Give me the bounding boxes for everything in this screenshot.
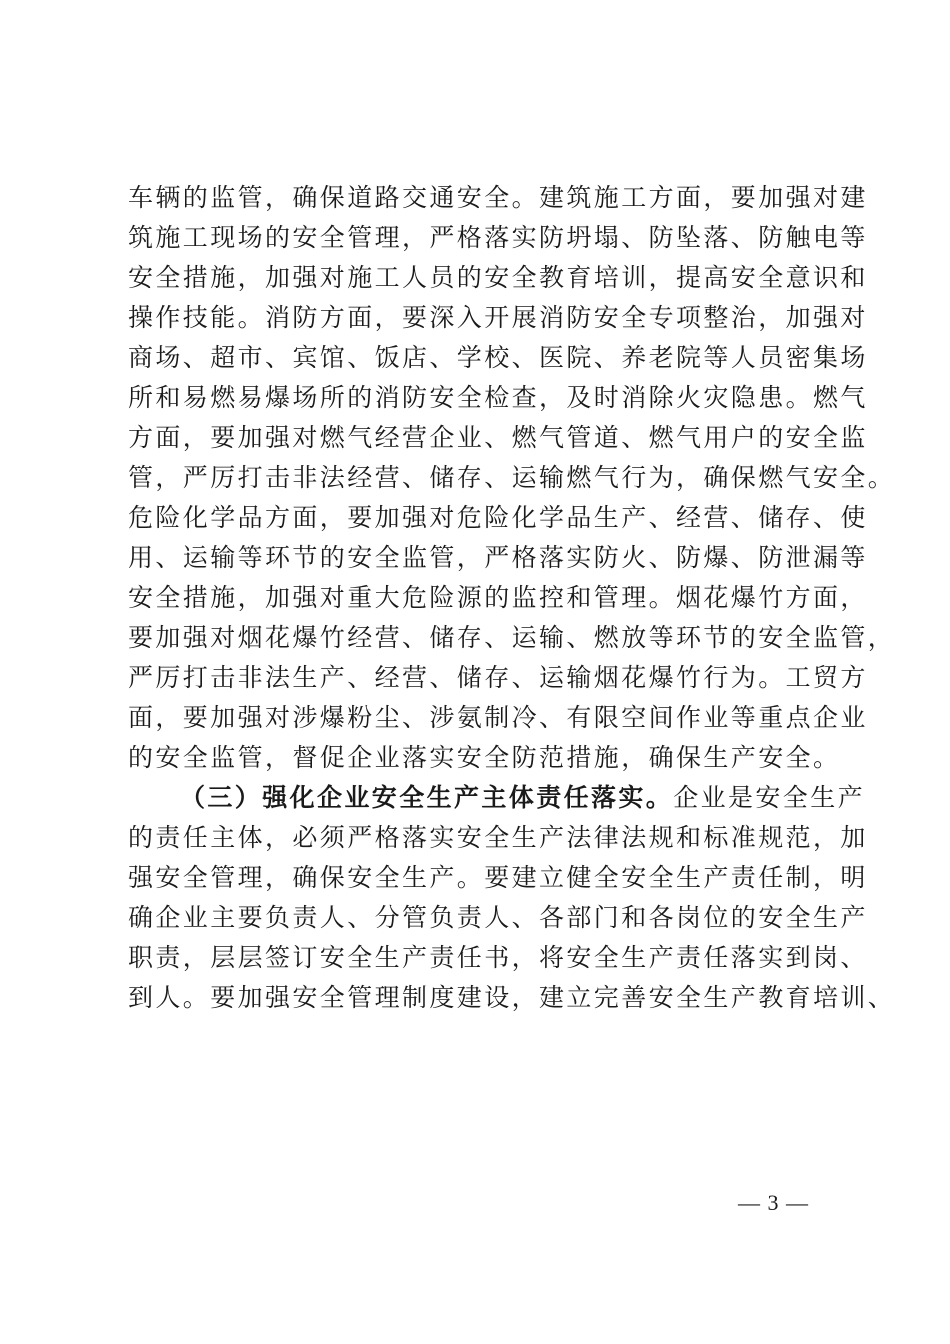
text-line-4: 操作技能。消防方面，要深入开展消防安全专项整治，加强对 <box>128 303 868 332</box>
text-line-3: 安全措施，加强对施工人员的安全教育培训，提高安全意识和 <box>128 263 868 292</box>
section-3-heading: （三）强化企业安全生产主体责任落实。 <box>180 783 674 812</box>
text-line-7: 方面，要加强对燃气经营企业、燃气管道、燃气用户的安全监 <box>128 423 868 452</box>
section-3-first-line <box>128 778 866 818</box>
body-text <box>128 178 896 1018</box>
section-3-line-4: 确企业主要负责人、分管负责人、各部门和各岗位的安全生产 <box>128 903 868 932</box>
text-line-10: 用、运输等环节的安全监管，严格落实防火、防爆、防泄漏等 <box>128 543 868 572</box>
text-line-8: 管，严厉打击非法经营、储存、运输燃气行为，确保燃气安全。 <box>128 463 896 492</box>
text-line-11: 安全措施，加强对重大危险源的监控和管理。烟花爆竹方面， <box>128 583 868 612</box>
text-line-5: 商场、超市、宾馆、饭店、学校、医院、养老院等人员密集场 <box>128 343 868 372</box>
section-3-line-5: 职责，层层签订安全生产责任书，将安全生产责任落实到岗、 <box>128 943 868 972</box>
text-line-9: 危险化学品方面，要加强对危险化学品生产、经营、储存、使 <box>128 503 868 532</box>
text-line-6: 所和易燃易爆场所的消防安全检查，及时消除火灾隐患。燃气 <box>128 383 868 412</box>
text-line-13: 严厉打击非法生产、经营、储存、运输烟花爆竹行为。工贸方 <box>128 663 868 692</box>
text-line-15: 的安全监管，督促企业落实安全防范措施，确保生产安全。 <box>128 743 841 772</box>
text-line-2: 筑施工现场的安全管理，严格落实防坍塌、防坠落、防触电等 <box>128 223 868 252</box>
text-line-12: 要加强对烟花爆竹经营、储存、运输、燃放等环节的安全监管， <box>128 623 896 652</box>
section-3-line-3: 强安全管理，确保安全生产。要建立健全安全生产责任制，明 <box>128 863 868 892</box>
text-line-1: 车辆的监管，确保道路交通安全。建筑施工方面，要加强对建 <box>128 183 868 212</box>
section-3-first-line-text: 企业是安全生产 <box>673 783 866 812</box>
section-3-line-6: 到人。要加强安全管理制度建设，建立完善安全生产教育培训、 <box>128 983 896 1012</box>
page-number: — 3 — <box>738 1190 809 1215</box>
text-line-14: 面，要加强对涉爆粉尘、涉氨制冷、有限空间作业等重点企业 <box>128 703 868 732</box>
section-3-line-2: 的责任主体，必须严格落实安全生产法律法规和标准规范，加 <box>128 823 868 852</box>
